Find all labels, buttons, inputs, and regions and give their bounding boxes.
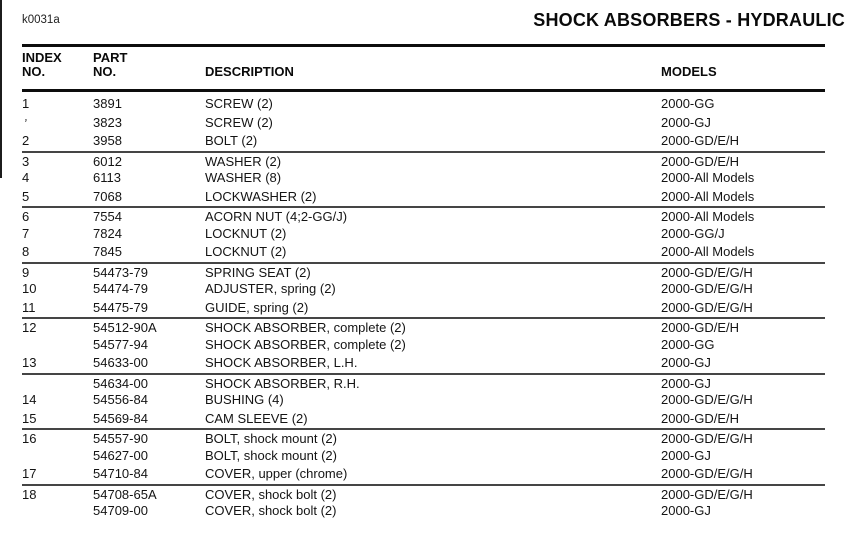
header-description: DESCRIPTION <box>205 64 294 79</box>
row-part-no: 7824 <box>93 225 122 241</box>
row-models: 2000-GD/E/G/H <box>661 466 753 481</box>
row-models: 2000-GD/E/H <box>661 153 740 169</box>
header-part-no: PART NO. <box>93 50 128 79</box>
row-description: SHOCK ABSORBER, complete (2) <box>205 336 406 352</box>
row-index-no: 7 <box>22 225 30 241</box>
table-row <box>22 502 825 521</box>
row-part-no: 54710-84 <box>93 466 148 481</box>
table-row <box>22 447 825 466</box>
row-index-no <box>22 114 93 133</box>
row-description: WASHER (2) <box>205 153 282 169</box>
table-header-row <box>22 51 825 79</box>
row-models: 2000-All Models <box>661 188 755 204</box>
row-index-no: 14 <box>22 392 37 407</box>
row-description: BOLT (2) <box>205 133 258 148</box>
table-row <box>22 188 825 207</box>
row-models: 2000-GD/E/H <box>661 133 740 148</box>
row-models: 2000-All Models <box>661 244 755 259</box>
row-index-no: 6 <box>22 209 30 224</box>
row-models: 2000-GD/E/G/H <box>661 281 753 296</box>
row-part-no: 54577-94 <box>93 336 148 352</box>
row-description: LOCKNUT (2) <box>205 244 287 259</box>
row-part-no: 7068 <box>93 188 122 204</box>
row-description: WASHER (8) <box>205 170 282 185</box>
header-index-no: INDEX NO. <box>22 50 62 79</box>
table-row <box>22 410 825 429</box>
row-models: 2000-All Models <box>661 170 755 185</box>
row-index-no: 4 <box>22 170 30 185</box>
row-models: 2000-All Models <box>661 209 755 224</box>
table-row <box>22 206 825 225</box>
row-models: 2000-GD/E/H <box>661 320 740 335</box>
table-row <box>22 317 825 336</box>
table-row <box>22 114 825 133</box>
row-description: ACORN NUT (4;2-GG/J) <box>205 209 348 224</box>
row-part-no: 54708-65A <box>93 486 157 502</box>
row-models: 2000-GD/E/H <box>661 410 740 426</box>
row-part-no: 54557-90 <box>93 431 148 446</box>
document-code: k0031a <box>22 14 60 26</box>
row-part-no: 54475-79 <box>93 299 148 315</box>
header-rule <box>22 89 825 92</box>
row-index-no: 8 <box>22 244 30 259</box>
row-description: COVER, shock bolt (2) <box>205 503 337 518</box>
row-description: GUIDE, spring (2) <box>205 299 309 315</box>
row-part-no: 54709-00 <box>93 503 148 518</box>
row-part-no: 6012 <box>93 153 122 169</box>
row-description: CAM SLEEVE (2) <box>205 410 308 426</box>
row-index-no <box>22 375 93 392</box>
table-row <box>22 262 825 281</box>
row-index-no: 2 <box>22 133 30 148</box>
table-row <box>22 465 825 484</box>
scan-artifact-mark: ’ <box>22 115 28 132</box>
page-title: SHOCK ABSORBERS - HYDRAULIC <box>533 10 845 30</box>
table-row <box>22 132 825 151</box>
row-description: ADJUSTER, spring (2) <box>205 281 336 296</box>
row-models: 2000-GD/E/G/H <box>661 486 753 502</box>
table-row <box>22 299 825 318</box>
row-index-no: 9 <box>22 264 30 280</box>
row-description: SHOCK ABSORBER, complete (2) <box>205 320 406 335</box>
row-description: BUSHING (4) <box>205 392 284 407</box>
row-models: 2000-GG <box>661 336 715 352</box>
row-models: 2000-GD/E/G/H <box>661 264 753 280</box>
table-row <box>22 428 825 447</box>
row-part-no: 54633-00 <box>93 355 148 370</box>
row-models: 2000-GG/J <box>661 225 725 241</box>
table-row <box>22 243 825 262</box>
row-part-no: 6113 <box>93 170 121 185</box>
row-description: BOLT, shock mount (2) <box>205 431 337 446</box>
row-index-no: 16 <box>22 431 37 446</box>
row-part-no: 54512-90A <box>93 320 157 335</box>
row-index-no: 18 <box>22 486 37 502</box>
row-index-no: 3 <box>22 153 30 169</box>
row-models: 2000-GD/E/G/H <box>661 299 753 315</box>
row-models: 2000-GD/E/G/H <box>661 431 753 446</box>
row-description: LOCKNUT (2) <box>205 225 287 241</box>
table-row <box>22 225 825 244</box>
row-index-no <box>22 502 93 521</box>
row-description: SCREW (2) <box>205 96 273 111</box>
row-index-no: 13 <box>22 355 37 370</box>
row-description: BOLT, shock mount (2) <box>205 447 337 463</box>
row-models: 2000-GJ <box>661 447 711 463</box>
row-description: SHOCK ABSORBER, L.H. <box>205 355 358 370</box>
top-rule <box>22 44 825 47</box>
row-index-no: 5 <box>22 188 30 204</box>
row-models: 2000-GJ <box>661 503 711 518</box>
parts-table <box>22 95 825 521</box>
row-part-no: 7845 <box>93 244 122 259</box>
row-models: 2000-GD/E/G/H <box>661 392 753 407</box>
row-part-no: 54627-00 <box>93 447 148 463</box>
row-description: SCREW (2) <box>205 114 273 130</box>
table-row <box>22 95 825 114</box>
row-description: COVER, upper (chrome) <box>205 466 348 481</box>
row-index-no: 15 <box>22 410 37 426</box>
table-row <box>22 484 825 503</box>
row-models: 2000-GG <box>661 96 715 111</box>
header-models: MODELS <box>661 64 717 79</box>
table-row <box>22 151 825 170</box>
row-description: SPRING SEAT (2) <box>205 264 311 280</box>
row-models: 2000-GJ <box>661 375 711 391</box>
row-part-no: 54634-00 <box>93 375 148 391</box>
table-row <box>22 373 825 392</box>
table-row <box>22 391 825 410</box>
table-row <box>22 336 825 355</box>
row-models: 2000-GJ <box>661 114 711 130</box>
row-part-no: 54569-84 <box>93 410 148 426</box>
row-models: 2000-GJ <box>661 355 711 370</box>
table-row <box>22 280 825 299</box>
row-part-no: 3891 <box>93 96 122 111</box>
row-index-no: 17 <box>22 466 37 481</box>
row-index-no: 11 <box>22 299 36 315</box>
row-index-no <box>22 336 93 355</box>
row-part-no: 54473-79 <box>93 264 148 280</box>
table-row <box>22 354 825 373</box>
row-index-no: 10 <box>22 281 37 296</box>
row-part-no: 7554 <box>93 209 122 224</box>
row-part-no: 54474-79 <box>93 281 148 296</box>
row-description: SHOCK ABSORBER, R.H. <box>205 375 360 391</box>
row-index-no: 12 <box>22 320 37 335</box>
row-index-no: 1 <box>22 96 30 111</box>
scan-edge-line <box>0 0 2 178</box>
row-part-no: 3823 <box>93 114 122 130</box>
row-index-no <box>22 447 93 466</box>
row-description: COVER, shock bolt (2) <box>205 486 337 502</box>
row-description: LOCKWASHER (2) <box>205 188 317 204</box>
row-part-no: 3958 <box>93 133 122 148</box>
row-part-no: 54556-84 <box>93 392 148 407</box>
table-row <box>22 169 825 188</box>
